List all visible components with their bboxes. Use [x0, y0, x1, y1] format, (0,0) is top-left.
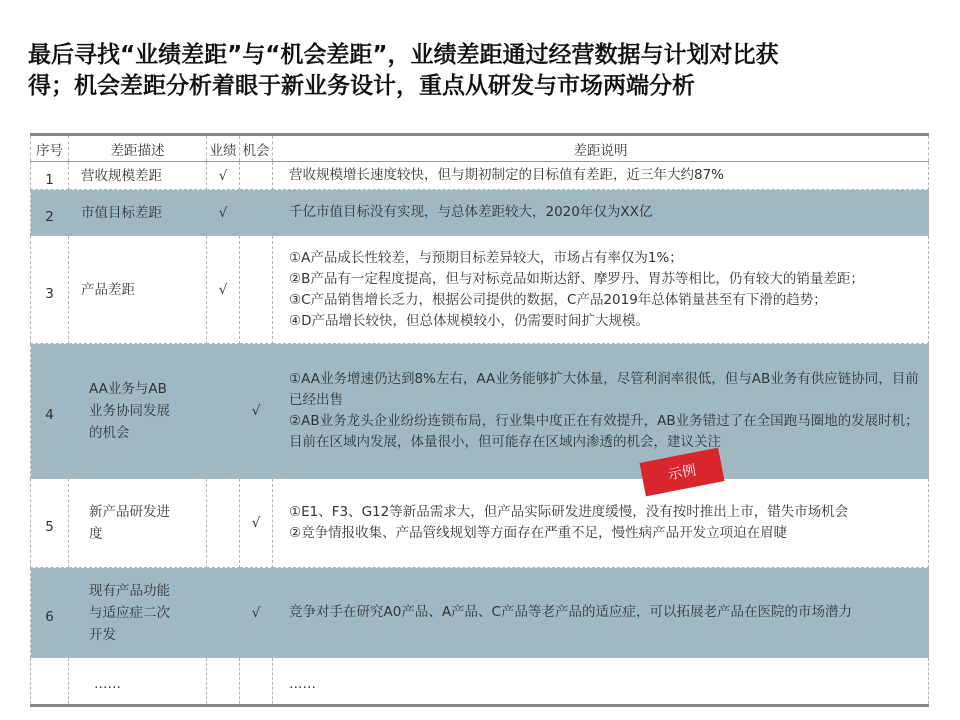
- desc-line: 市值目标差距: [81, 204, 162, 221]
- row-desc: [69, 568, 207, 658]
- row-desc: [69, 344, 207, 479]
- explanation-line: ②AB业务龙头企业纷纷连锁布局，行业集中度正在有效提升，AB业务错过了在全国跑马圈地的发展时机；目前在区域内发展，体量很小，但可能存在区域内渗透的机会，建议关注: [289, 413, 919, 450]
- desc-line: 度: [89, 526, 103, 542]
- row-explanation: [273, 479, 929, 568]
- row-no: 1: [31, 162, 69, 190]
- example-stamp: 示例: [639, 448, 724, 497]
- explanation-line: ①E1、F3、G12等新品需求大，但产品实际研发进度缓慢，没有按时推出上市，错失市场机会: [289, 504, 849, 520]
- row-opp-check: [240, 162, 273, 190]
- desc-line: 新产品研发进: [89, 504, 170, 520]
- explanation-line: ②竞争情报收集、产品管线规划等方面存在严重不足，慢性病产品开发立项迫在眉睫: [289, 525, 788, 541]
- table-row: [31, 344, 929, 479]
- header-opp: 机会: [240, 135, 273, 162]
- row-explanation: [273, 236, 929, 344]
- row-no: [31, 658, 69, 706]
- table-row: [31, 162, 929, 190]
- explanation-line: ②B产品有一定程度提高，但与对标竞品如斯达舒、摩罗丹、胃苏等相比，仍有较大的销量差距；: [289, 270, 864, 287]
- header-no: 序号: [31, 135, 69, 162]
- explanation-line: ①A产品成长性较差，与预期目标差异较大，市场占有率仅为1%；: [289, 249, 683, 266]
- header-desc: 差距描述: [69, 135, 207, 162]
- explanation-line: ④D产品增长较快，但总体规模较小，仍需要时间扩大规模。: [289, 312, 649, 329]
- row-desc: [69, 236, 207, 344]
- explanation-line: 千亿市值目标没有实现，与总体差距较大，2020年仅为XX亿: [289, 204, 653, 220]
- row-perf-check: √: [207, 190, 240, 236]
- slide-title-line-2: 得；机会差距分析着眼于新业务设计，重点从研发与市场两端分析: [28, 73, 695, 99]
- row-perf-check: [207, 344, 240, 479]
- desc-line: 业务协同发展: [89, 403, 170, 419]
- header-perf: 业绩: [207, 135, 240, 162]
- desc-line: 与适应症二次: [89, 604, 170, 621]
- table-row: [31, 658, 929, 706]
- slide-title-line-1: 最后寻找“业绩差距”与“机会差距”，业绩差距通过经营数据与计划对比获: [28, 42, 779, 68]
- row-desc: [69, 658, 207, 706]
- row-explanation: [273, 190, 929, 236]
- header-explanation: 差距说明: [273, 135, 929, 162]
- row-perf-check: [207, 658, 240, 706]
- row-perf-check: √: [207, 236, 240, 344]
- desc-line: 营收规模差距: [81, 167, 162, 184]
- row-opp-check: √: [240, 344, 273, 479]
- desc-line: 产品差距: [81, 281, 135, 298]
- desc-line: ……: [94, 676, 121, 692]
- desc-line: 现有产品功能: [89, 582, 170, 599]
- row-no: 2: [31, 190, 69, 236]
- gap-analysis-table: [30, 133, 929, 707]
- table-row: [31, 190, 929, 236]
- explanation-line: ①AA业务增速仍达到8%左右，AA业务能够扩大体量，尽管利润率很低，但与AB业务有供应链协同，目前已经出售: [289, 371, 919, 408]
- row-no: 5: [31, 479, 69, 568]
- row-opp-check: [240, 236, 273, 344]
- row-no: 3: [31, 236, 69, 344]
- slide-title: [28, 40, 948, 102]
- table-row: [31, 479, 929, 568]
- row-desc: [69, 190, 207, 236]
- row-perf-check: [207, 568, 240, 658]
- row-opp-check: [240, 190, 273, 236]
- table-header-row: [31, 135, 929, 162]
- row-explanation: [273, 658, 929, 706]
- explanation-line: 竞争对手在研究A0产品、A产品、C产品等老产品的适应症，可以拓展老产品在医院的市场潜力: [289, 604, 852, 620]
- row-no: 6: [31, 568, 69, 658]
- row-opp-check: √: [240, 568, 273, 658]
- row-explanation: [273, 568, 929, 658]
- desc-line: 开发: [89, 626, 116, 643]
- row-no: 4: [31, 344, 69, 479]
- row-perf-check: [207, 479, 240, 568]
- table-row: [31, 236, 929, 344]
- desc-line: 的机会: [89, 425, 130, 441]
- row-desc: [69, 479, 207, 568]
- row-perf-check: √: [207, 162, 240, 190]
- row-explanation: [273, 162, 929, 190]
- explanation-line: ……: [289, 675, 316, 692]
- desc-line: AA业务与AB: [89, 381, 167, 397]
- table-row: [31, 568, 929, 658]
- row-explanation: [273, 344, 929, 479]
- row-desc: [69, 162, 207, 190]
- row-opp-check: √: [240, 479, 273, 568]
- explanation-line: 营收规模增长速度较快，但与期初制定的目标值有差距，近三年大约87%: [289, 167, 725, 183]
- explanation-line: ③C产品销售增长乏力，根据公司提供的数据，C产品2019年总体销量甚至有下滑的趋势；: [289, 291, 827, 308]
- row-opp-check: [240, 658, 273, 706]
